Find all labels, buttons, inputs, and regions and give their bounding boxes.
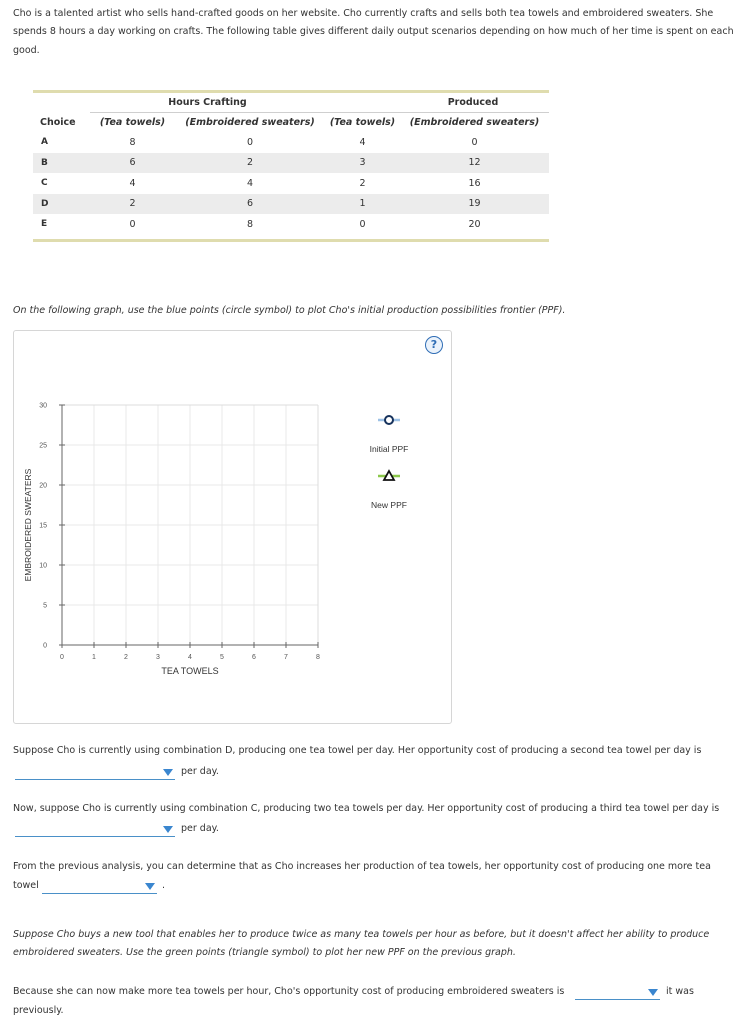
chart-ticks — [39, 403, 320, 662]
x-tick-label: 7 — [284, 654, 288, 661]
header-choice: Choice — [40, 116, 76, 128]
y-tick-label: 10 — [39, 562, 47, 570]
question-5-suffix: it was — [666, 986, 694, 997]
question-2-text: Now, suppose Cho is currently using combination C, producing two tea towels per day. Her opportunity cost of producing a third tea towel per day is — [13, 803, 720, 814]
header-prod-tea: (Tea towels) — [329, 117, 396, 128]
chart-grid — [62, 405, 318, 645]
question-3-suffix: . — [162, 880, 166, 891]
x-tick-label: 6 — [252, 654, 256, 661]
x-tick-label: 5 — [220, 654, 224, 661]
header-hours-emb: (Embroidered sweaters) — [185, 117, 315, 128]
question-3-dropdown[interactable] — [42, 879, 157, 894]
y-tick-label: 15 — [39, 522, 47, 530]
question-4-line-2: embroidered sweaters. Use the green points (triangle symbol) to plot her new PPF on the previous graph. — [13, 947, 516, 958]
table-row: A 8 0 4 0 — [41, 136, 478, 148]
x-tick-label: 0 — [60, 654, 64, 661]
question-5-text: Because she can now make more tea towels per hour, Cho's opportunity cost of producing embroidered sweaters is — [13, 986, 565, 997]
x-axis-label: TEA TOWELS — [161, 666, 219, 676]
x-tick-label: 1 — [92, 654, 96, 661]
x-tick-label: 8 — [316, 654, 320, 661]
table-row: E 0 8 0 20 — [41, 218, 481, 230]
x-tick-label: 4 — [188, 654, 192, 661]
triangle-point-icon[interactable] — [384, 471, 394, 480]
y-tick-label: 25 — [39, 442, 47, 450]
question-1-suffix: per day. — [181, 766, 219, 777]
table-row: D 2 6 1 19 — [33, 194, 549, 215]
header-produced: Produced — [325, 93, 549, 113]
chevron-down-icon — [648, 989, 658, 996]
question-3-prefix: towel — [13, 880, 39, 891]
x-tick-label: 3 — [156, 654, 160, 661]
question-5-line-2: previously. — [13, 1005, 64, 1016]
help-icon[interactable]: ? — [425, 336, 443, 354]
initial-ppf-label: Initial PPF — [369, 444, 409, 454]
question-2-suffix: per day. — [181, 823, 219, 834]
header-prod-emb: (Embroidered sweaters) — [409, 117, 540, 128]
initial-ppf-tool[interactable] — [378, 416, 400, 424]
new-ppf-tool[interactable] — [378, 471, 400, 480]
y-tick-label: 5 — [43, 602, 47, 610]
x-tick-label: 2 — [124, 654, 128, 661]
header-hours-crafting: Hours Crafting — [90, 93, 325, 113]
y-tick-label: 0 — [43, 642, 47, 650]
y-tick-label: 30 — [39, 402, 47, 410]
question-2-dropdown[interactable] — [15, 822, 175, 837]
question-5-dropdown[interactable] — [575, 985, 660, 1000]
new-ppf-label: New PPF — [371, 500, 407, 510]
intro-line-1: Cho is a talented artist who sells hand-crafted goods on her website. Cho currently crafts and sells both tea towels and embroidered sweaters. She — [13, 8, 714, 19]
question-4-line-1: Suppose Cho buys a new tool that enables her to produce twice as many tea towels per hour as before, but it doesn't affect her ability to produce — [13, 929, 710, 940]
y-axis-label: EMBROIDERED SWEATERS — [23, 468, 33, 582]
question-1-text: Suppose Cho is currently using combination D, producing one tea towel per day. Her opportunity cost of producing a second tea towel per day is — [13, 745, 702, 756]
table-row: C 4 4 2 16 — [41, 177, 481, 189]
circle-point-icon[interactable] — [385, 416, 393, 424]
chevron-down-icon — [145, 883, 155, 890]
question-1-dropdown[interactable] — [15, 765, 175, 780]
graph-instruction: On the following graph, use the blue points (circle symbol) to plot Cho's initial production possibilities frontier (PPF). — [13, 305, 566, 316]
table-row: B 6 2 3 12 — [33, 153, 549, 174]
question-3-text: From the previous analysis, you can determine that as Cho increases her production of tea towels, her opportunity cost of producing one more tea — [13, 861, 711, 872]
chevron-down-icon — [163, 769, 173, 776]
header-hours-tea: (Tea towels) — [99, 117, 166, 128]
intro-line-2: spends 8 hours a day working on crafts. The following table gives different daily output scenarios depending on how much of her time is spent on each — [13, 26, 734, 37]
intro-line-3: good. — [13, 45, 40, 56]
y-tick-label: 20 — [39, 482, 47, 490]
chevron-down-icon — [163, 826, 173, 833]
